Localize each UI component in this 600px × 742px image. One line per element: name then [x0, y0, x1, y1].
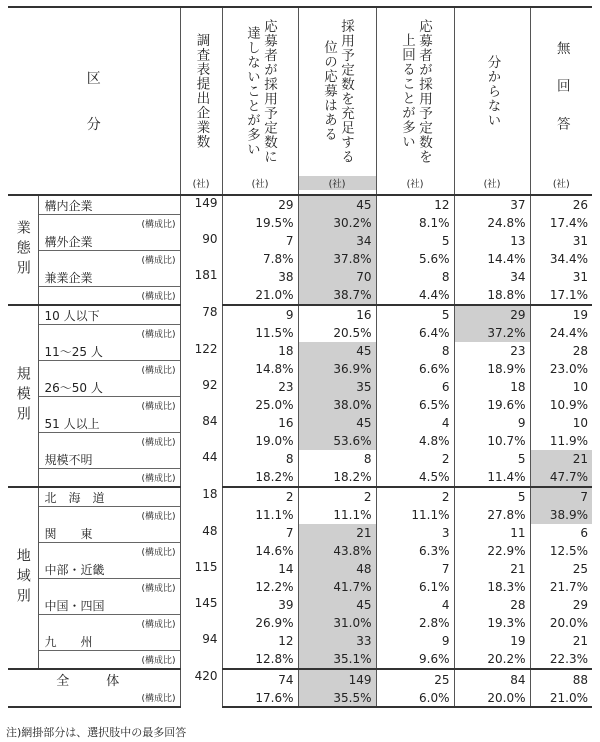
group-label-text: 業態別: [14, 220, 31, 280]
ratio-cell: 7.8%: [222, 251, 298, 269]
ratio-cell: 10.9%: [530, 397, 592, 415]
count-cell: 7: [530, 487, 592, 507]
count-cell: 21: [454, 560, 530, 579]
row-total: 122: [180, 342, 222, 378]
row-label: 11～25 人: [44, 344, 103, 359]
col-header-text: 無 回 答: [553, 41, 570, 141]
survey-table: [8, 6, 592, 708]
ratio-cell: 21.7%: [530, 579, 592, 597]
label-spacer: [38, 215, 114, 233]
unit-label: (社): [299, 176, 376, 190]
table-row-ratio: [8, 651, 592, 670]
unit-label: (社): [192, 179, 210, 190]
count-cell: 4: [376, 414, 454, 433]
count-cell: 5: [376, 232, 454, 251]
table-row: [8, 632, 592, 651]
ratio-cell: 12.2%: [222, 579, 298, 597]
row-total: 48: [180, 524, 222, 560]
count-cell: 5: [376, 305, 454, 325]
count-cell: 2: [376, 487, 454, 507]
count-cell: 19: [530, 305, 592, 325]
ratio-cell: 20.2%: [454, 651, 530, 670]
count-cell: 18: [222, 342, 298, 361]
ratio-cell: 20.0%: [530, 615, 592, 633]
row-label: 北 海 道: [44, 490, 105, 505]
ratio-cell: 38.7%: [298, 287, 376, 306]
table-row: [8, 232, 592, 251]
count-cell: 29: [530, 596, 592, 615]
col-header-text: 応募者が採用予定数に達しないことが多い: [244, 18, 278, 164]
ratio-cell: 5.6%: [376, 251, 454, 269]
ratio-cell: 23.0%: [530, 361, 592, 379]
header-row: [8, 7, 592, 195]
col-header-text: 調査表提出企業数: [193, 33, 210, 149]
count-cell: 26: [530, 195, 592, 215]
ratio-cell: 11.9%: [530, 433, 592, 451]
total-row: [8, 669, 592, 689]
count-cell: 23: [222, 378, 298, 397]
ratio-cell: 4.8%: [376, 433, 454, 451]
ratio-cell: 11.5%: [222, 325, 298, 343]
col-header-sufficient: [298, 7, 376, 195]
count-cell: 6: [530, 524, 592, 543]
col-header-over: [376, 7, 454, 195]
count-cell: 45: [298, 414, 376, 433]
row-label: 51 人以上: [44, 416, 100, 431]
table-row: [8, 414, 592, 433]
ratio-cell: 6.5%: [376, 397, 454, 415]
count-cell: 39: [222, 596, 298, 615]
count-cell: 7: [222, 524, 298, 543]
count-cell: 10: [530, 378, 592, 397]
count-cell: 8: [376, 268, 454, 287]
count-cell: 21: [530, 632, 592, 651]
group-label-text: 地域別: [14, 548, 31, 608]
row-label: 九 州: [44, 634, 93, 649]
ratio-label: (構成比): [114, 615, 180, 633]
ratio-cell: 35.1%: [298, 651, 376, 670]
count-cell: 5: [454, 487, 530, 507]
row-total: 145: [180, 596, 222, 632]
row-total: 92: [180, 378, 222, 414]
ratio-cell: 4.5%: [376, 469, 454, 488]
row-total: 90: [180, 232, 222, 268]
ratio-cell: 12.5%: [530, 543, 592, 561]
count-cell: 11: [454, 524, 530, 543]
ratio-label: (構成比): [114, 325, 180, 343]
ratio-cell: 4.4%: [376, 287, 454, 306]
ratio-cell: 6.4%: [376, 325, 454, 343]
ratio-cell: 26.9%: [222, 615, 298, 633]
count-cell: 4: [376, 596, 454, 615]
count-cell: 34: [298, 232, 376, 251]
row-total: 181: [180, 268, 222, 305]
table-row: [8, 596, 592, 615]
ratio-cell: 38.0%: [298, 397, 376, 415]
label-spacer: [38, 361, 114, 379]
label-spacer: [38, 543, 114, 561]
ratio-cell: 22.9%: [454, 543, 530, 561]
ratio-cell: 18.8%: [454, 287, 530, 306]
table-row-ratio: [8, 543, 592, 561]
count-cell: 9: [222, 305, 298, 325]
col-header-text: 採用予定数を充足する位の応募はある: [321, 18, 355, 164]
count-cell: 31: [530, 232, 592, 251]
group-label: [8, 487, 38, 669]
group-label: [8, 305, 38, 487]
count-cell: 31: [530, 268, 592, 287]
count-cell: 149: [298, 669, 376, 689]
ratio-cell: 21.0%: [530, 689, 592, 707]
ratio-cell: 6.1%: [376, 579, 454, 597]
total-row-ratio: [8, 689, 592, 707]
count-cell: 8: [376, 342, 454, 361]
row-label: 構外企業: [44, 234, 93, 249]
ratio-cell: 24.4%: [530, 325, 592, 343]
count-cell: 37: [454, 195, 530, 215]
row-total: 94: [180, 632, 222, 669]
ratio-cell: 19.6%: [454, 397, 530, 415]
ratio-label: (構成比): [114, 215, 180, 233]
ratio-cell: 17.4%: [530, 215, 592, 233]
col-header-under: [222, 7, 298, 195]
ratio-cell: 14.8%: [222, 361, 298, 379]
ratio-cell: 9.6%: [376, 651, 454, 670]
ratio-cell: 19.0%: [222, 433, 298, 451]
ratio-cell: 17.6%: [222, 689, 298, 707]
total-label: 全 体: [8, 669, 180, 689]
ratio-cell: 25.0%: [222, 397, 298, 415]
label-spacer: [38, 397, 114, 415]
count-cell: 33: [298, 632, 376, 651]
count-cell: 74: [222, 669, 298, 689]
label-spacer: [38, 579, 114, 597]
count-cell: 34: [454, 268, 530, 287]
ratio-cell: 19.3%: [454, 615, 530, 633]
count-cell: 10: [530, 414, 592, 433]
table-row: [8, 560, 592, 579]
ratio-cell: 10.7%: [454, 433, 530, 451]
table-row-ratio: [8, 469, 592, 488]
count-cell: 23: [454, 342, 530, 361]
ratio-cell: 11.1%: [222, 507, 298, 525]
count-cell: 48: [298, 560, 376, 579]
label-spacer: [8, 689, 114, 707]
label-spacer: [38, 433, 114, 451]
ratio-label: (構成比): [114, 689, 180, 707]
unit-label: (社): [552, 179, 570, 190]
col-header-unknown: [454, 7, 530, 195]
table-row-ratio: [8, 579, 592, 597]
ratio-cell: 18.9%: [454, 361, 530, 379]
count-cell: 2: [298, 487, 376, 507]
table-row: [8, 195, 592, 215]
row-label: 規模不明: [44, 452, 93, 467]
label-spacer: [38, 615, 114, 633]
ratio-label: (構成比): [114, 469, 180, 488]
ratio-cell: 12.8%: [222, 651, 298, 670]
ratio-cell: 38.9%: [530, 507, 592, 525]
count-cell: 7: [222, 232, 298, 251]
ratio-cell: 34.4%: [530, 251, 592, 269]
table-row: [8, 450, 592, 469]
count-cell: 45: [298, 342, 376, 361]
ratio-cell: 11.4%: [454, 469, 530, 488]
table-row: [8, 342, 592, 361]
table-row: [8, 305, 592, 325]
count-cell: 9: [454, 414, 530, 433]
label-spacer: [38, 251, 114, 269]
ratio-cell: 53.6%: [298, 433, 376, 451]
label-spacer: [38, 325, 114, 343]
row-label: 兼業企業: [44, 270, 93, 285]
table-row: [8, 487, 592, 507]
count-cell: 7: [376, 560, 454, 579]
total-count: 420: [180, 669, 222, 707]
ratio-cell: 35.5%: [298, 689, 376, 707]
table-row-ratio: [8, 215, 592, 233]
ratio-cell: 31.0%: [298, 615, 376, 633]
ratio-cell: 11.1%: [376, 507, 454, 525]
count-cell: 29: [222, 195, 298, 215]
row-label: 中部・近畿: [44, 562, 105, 577]
table-row-ratio: [8, 251, 592, 269]
row-total: 149: [180, 195, 222, 232]
kubun-header: [8, 7, 180, 195]
count-cell: 3: [376, 524, 454, 543]
count-cell: 13: [454, 232, 530, 251]
count-cell: 16: [298, 305, 376, 325]
ratio-cell: 6.3%: [376, 543, 454, 561]
ratio-cell: 30.2%: [298, 215, 376, 233]
ratio-cell: 17.1%: [530, 287, 592, 306]
count-cell: 35: [298, 378, 376, 397]
ratio-cell: 14.4%: [454, 251, 530, 269]
table-row-ratio: [8, 361, 592, 379]
row-total: 18: [180, 487, 222, 524]
row-total: 44: [180, 450, 222, 487]
ratio-cell: 18.3%: [454, 579, 530, 597]
group-label-text: 規模別: [14, 366, 31, 426]
ratio-label: (構成比): [114, 251, 180, 269]
group-label: [8, 195, 38, 305]
ratio-label: (構成比): [114, 543, 180, 561]
row-label: 10 人以下: [44, 308, 100, 323]
unit-label: (社): [406, 179, 424, 190]
unit-label: (社): [483, 179, 501, 190]
table-row: [8, 268, 592, 287]
ratio-cell: 27.8%: [454, 507, 530, 525]
ratio-cell: 24.8%: [454, 215, 530, 233]
count-cell: 29: [454, 305, 530, 325]
count-cell: 25: [376, 669, 454, 689]
ratio-label: (構成比): [114, 361, 180, 379]
ratio-cell: 47.7%: [530, 469, 592, 488]
count-cell: 38: [222, 268, 298, 287]
ratio-cell: 8.1%: [376, 215, 454, 233]
count-cell: 28: [530, 342, 592, 361]
ratio-label: (構成比): [114, 287, 180, 306]
ratio-cell: 36.9%: [298, 361, 376, 379]
count-cell: 84: [454, 669, 530, 689]
label-spacer: [38, 651, 114, 670]
table-row: [8, 378, 592, 397]
kubun-label-1: 区: [86, 71, 101, 87]
row-label: 中国・四国: [44, 598, 105, 613]
ratio-cell: 43.8%: [298, 543, 376, 561]
count-cell: 9: [376, 632, 454, 651]
ratio-cell: 18.2%: [222, 469, 298, 488]
count-cell: 28: [454, 596, 530, 615]
count-cell: 70: [298, 268, 376, 287]
count-cell: 5: [454, 450, 530, 469]
row-label: 26～50 人: [44, 380, 103, 395]
kubun-label-2: 分: [86, 117, 101, 133]
table-row-ratio: [8, 287, 592, 306]
ratio-label: (構成比): [114, 397, 180, 415]
table-row-ratio: [8, 433, 592, 451]
footnote: 注)網掛部分は、選択肢中の最多回答: [6, 726, 187, 739]
count-cell: 6: [376, 378, 454, 397]
ratio-cell: 18.2%: [298, 469, 376, 488]
row-label: 構内企業: [44, 198, 93, 213]
col-header-no-answer: [530, 7, 592, 195]
count-cell: 88: [530, 669, 592, 689]
ratio-cell: 14.6%: [222, 543, 298, 561]
ratio-cell: 22.3%: [530, 651, 592, 670]
col-header-text: 分からない: [484, 54, 501, 128]
count-cell: 25: [530, 560, 592, 579]
count-cell: 12: [222, 632, 298, 651]
ratio-cell: 2.8%: [376, 615, 454, 633]
count-cell: 2: [376, 450, 454, 469]
count-cell: 8: [222, 450, 298, 469]
ratio-cell: 11.1%: [298, 507, 376, 525]
table-row-ratio: [8, 325, 592, 343]
ratio-cell: 20.5%: [298, 325, 376, 343]
count-cell: 21: [530, 450, 592, 469]
ratio-cell: 37.8%: [298, 251, 376, 269]
col-header-submitted: [180, 7, 222, 195]
row-total: 115: [180, 560, 222, 596]
row-total: 78: [180, 305, 222, 342]
ratio-cell: 21.0%: [222, 287, 298, 306]
row-label: 関 東: [44, 526, 93, 541]
ratio-cell: 41.7%: [298, 579, 376, 597]
count-cell: 8: [298, 450, 376, 469]
ratio-cell: 20.0%: [454, 689, 530, 707]
ratio-label: (構成比): [114, 507, 180, 525]
count-cell: 18: [454, 378, 530, 397]
count-cell: 16: [222, 414, 298, 433]
count-cell: 45: [298, 596, 376, 615]
ratio-cell: 37.2%: [454, 325, 530, 343]
unit-label: (社): [251, 179, 269, 190]
count-cell: 2: [222, 487, 298, 507]
ratio-cell: 6.0%: [376, 689, 454, 707]
label-spacer: [38, 469, 114, 488]
label-spacer: [38, 507, 114, 525]
count-cell: 12: [376, 195, 454, 215]
count-cell: 21: [298, 524, 376, 543]
table-row-ratio: [8, 397, 592, 415]
table-row-ratio: [8, 615, 592, 633]
table-row-ratio: [8, 507, 592, 525]
ratio-label: (構成比): [114, 433, 180, 451]
label-spacer: [38, 287, 114, 306]
count-cell: 19: [454, 632, 530, 651]
count-cell: 14: [222, 560, 298, 579]
ratio-label: (構成比): [114, 579, 180, 597]
col-header-text: 応募者が採用予定数を上回ることが多い: [399, 18, 433, 164]
ratio-cell: 6.6%: [376, 361, 454, 379]
table-row: [8, 524, 592, 543]
row-total: 84: [180, 414, 222, 450]
ratio-cell: 19.5%: [222, 215, 298, 233]
count-cell: 45: [298, 195, 376, 215]
ratio-label: (構成比): [114, 651, 180, 670]
